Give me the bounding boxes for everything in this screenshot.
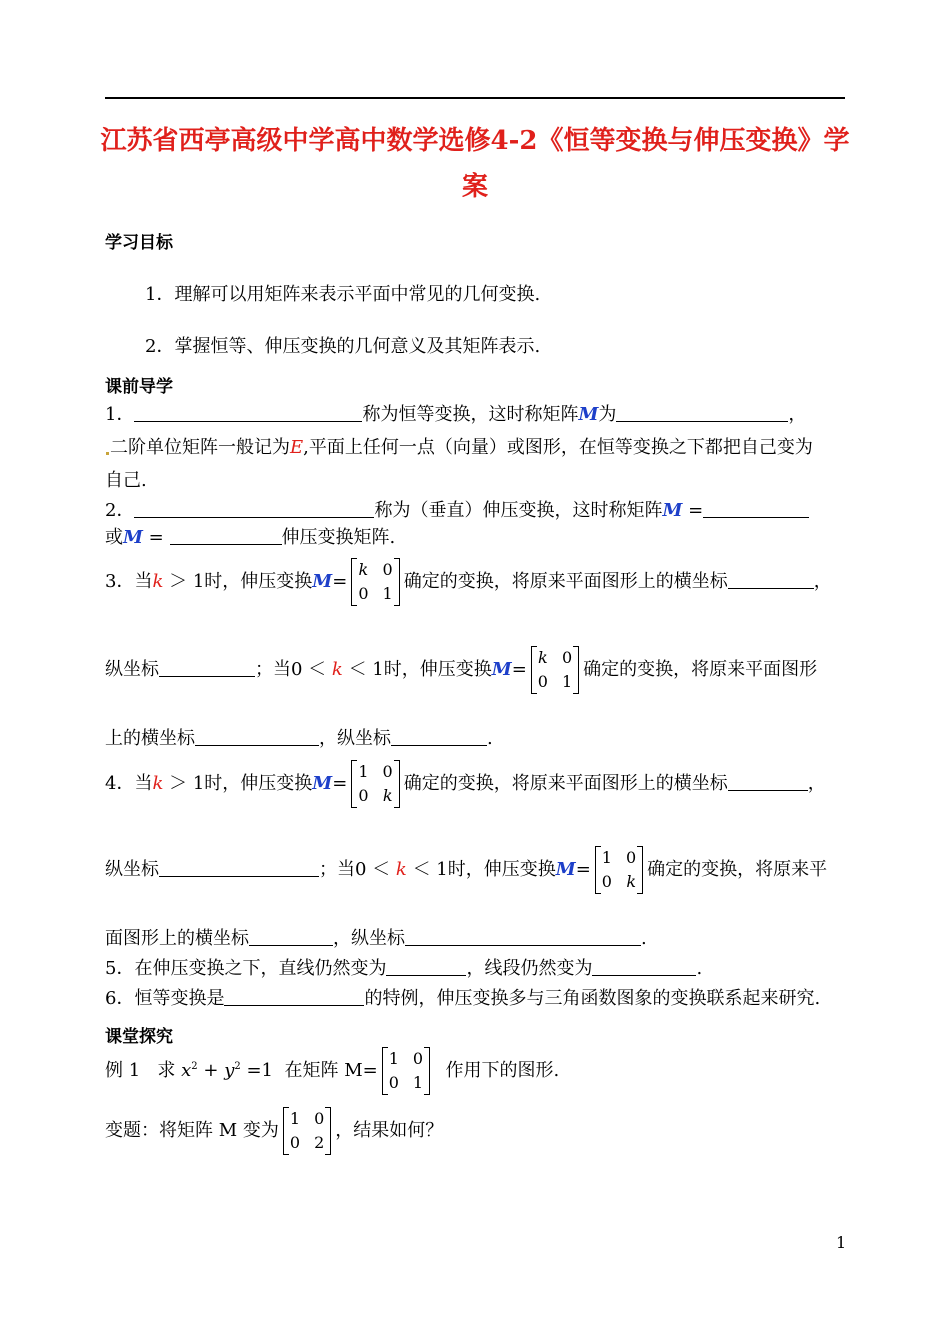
text: . bbox=[641, 928, 647, 949]
blank bbox=[592, 957, 696, 976]
item-1-line-1 bbox=[105, 400, 806, 426]
text: 确定的变换，将原来平面图形 bbox=[583, 659, 818, 680]
text: = bbox=[688, 500, 704, 521]
text: = bbox=[575, 859, 591, 880]
matrix-100k: 1 0 0 k bbox=[351, 760, 399, 808]
text: = bbox=[148, 527, 164, 548]
text: 在矩阵 M= bbox=[284, 1060, 378, 1081]
item-number: 2． bbox=[105, 500, 135, 521]
text: = bbox=[511, 659, 527, 680]
header-rule bbox=[105, 97, 845, 99]
text: ＞ 1时，伸压变换 bbox=[169, 571, 313, 592]
item-6 bbox=[105, 984, 820, 1010]
text: 5．在伸压变换之下，直线仍然变为 bbox=[105, 958, 387, 979]
text: 称为（垂直）伸压变换，这时称矩阵 bbox=[374, 500, 663, 521]
matrix-k001: k 0 0 1 bbox=[531, 646, 579, 694]
item-4-line-1 bbox=[105, 760, 826, 808]
blank bbox=[386, 957, 466, 976]
item-1-line-3: 自己. bbox=[105, 470, 147, 491]
text: 确定的变换，将原来平 bbox=[647, 859, 828, 880]
var-m: M bbox=[123, 527, 143, 548]
var-m: M bbox=[312, 571, 333, 592]
item-3-line-1 bbox=[105, 558, 832, 606]
item-5 bbox=[105, 954, 702, 980]
text: ，纵坐标 bbox=[319, 728, 391, 749]
text: 求 bbox=[157, 1060, 176, 1081]
heading-goals: 学习目标 bbox=[105, 233, 173, 253]
blank bbox=[134, 499, 374, 518]
example-1 bbox=[105, 1047, 559, 1095]
goal-2: 2．掌握恒等、伸压变换的几何意义及其矩阵表示. bbox=[145, 336, 541, 357]
blank bbox=[391, 727, 487, 746]
matrix-100k: 1 0 0 k bbox=[595, 846, 643, 894]
matrix-1001: 1 0 0 1 bbox=[382, 1047, 430, 1095]
text: ；当0 ＜ bbox=[319, 859, 391, 880]
var-m: M bbox=[662, 500, 683, 521]
text: ＜ 1时，伸压变换 bbox=[348, 659, 492, 680]
blank bbox=[728, 570, 814, 589]
example-variant bbox=[105, 1107, 443, 1155]
item-3-line-3 bbox=[105, 724, 493, 750]
text: 变题：将矩阵 M 变为 bbox=[105, 1120, 279, 1141]
blank bbox=[159, 658, 255, 677]
text: 4．当 bbox=[105, 773, 153, 794]
blank bbox=[224, 987, 364, 1006]
text: 伸压变换矩阵. bbox=[281, 527, 396, 548]
blank bbox=[616, 403, 788, 422]
text: 作用下的图形. bbox=[445, 1060, 560, 1081]
text: = bbox=[332, 773, 348, 794]
blank bbox=[159, 858, 319, 877]
text: ，线段仍然变为 bbox=[466, 958, 593, 979]
text: ， bbox=[788, 404, 807, 425]
text: 为 bbox=[598, 404, 617, 425]
text: = bbox=[332, 571, 348, 592]
blank bbox=[170, 526, 282, 545]
text: 确定的变换，将原来平面图形上的横坐标 bbox=[403, 571, 728, 592]
page-title: 江苏省西亭高级中学高中数学选修4-2《恒等变换与伸压变换》学案 bbox=[100, 126, 850, 202]
matrix-1002: 1 0 0 2 bbox=[283, 1107, 331, 1155]
text: 的特例，伸压变换多与三角函数图象的变换联系起来研究. bbox=[364, 988, 821, 1009]
exp-2: 2 bbox=[191, 1061, 198, 1072]
text: 二阶单位矩阵一般记为 bbox=[110, 437, 290, 458]
text: . bbox=[487, 728, 493, 749]
heading-explore: 课堂探究 bbox=[105, 1027, 173, 1047]
var-e: E bbox=[290, 437, 304, 458]
var-m: M bbox=[491, 659, 512, 680]
text: 6．恒等变换是 bbox=[105, 988, 225, 1009]
text: 称为恒等变换，这时称矩阵 bbox=[362, 404, 579, 425]
text: . bbox=[696, 958, 703, 979]
text: ， bbox=[807, 773, 826, 794]
text: ,平面上任何一点（向量）或图形，在恒等变换之下都把自己变为 bbox=[303, 437, 813, 458]
matrix-k001: k 0 0 1 bbox=[351, 558, 399, 606]
var-m: M bbox=[578, 404, 599, 425]
var-x: x bbox=[181, 1060, 192, 1081]
goal-1: 1．理解可以用矩阵来表示平面中常见的几何变换. bbox=[145, 284, 541, 305]
var-k: k bbox=[152, 773, 164, 794]
var-m: M bbox=[555, 859, 576, 880]
text: ， bbox=[813, 571, 832, 592]
item-2-line-1 bbox=[105, 496, 809, 522]
blank bbox=[728, 772, 808, 791]
item-2-line-2 bbox=[105, 523, 395, 549]
text: 纵坐标 bbox=[105, 859, 159, 880]
text: ，纵坐标 bbox=[333, 928, 405, 949]
blank bbox=[134, 403, 362, 422]
item-4-line-3 bbox=[105, 924, 647, 950]
item-number: 1． bbox=[105, 404, 135, 425]
blank bbox=[405, 927, 641, 946]
heading-preview: 课前导学 bbox=[105, 377, 173, 397]
text: ＞ 1时，伸压变换 bbox=[169, 773, 313, 794]
mark bbox=[106, 452, 109, 455]
text: 面图形上的横坐标 bbox=[105, 928, 249, 949]
text: 或 bbox=[105, 527, 123, 548]
text: ；当0 ＜ bbox=[255, 659, 327, 680]
var-k: k bbox=[152, 571, 164, 592]
exp-2: 2 bbox=[234, 1061, 241, 1072]
item-3-line-2 bbox=[105, 646, 817, 694]
text: ＜ 1时，伸压变换 bbox=[412, 859, 556, 880]
text: ，结果如何？ bbox=[335, 1120, 444, 1141]
blank bbox=[703, 499, 809, 518]
var-y: y bbox=[224, 1060, 235, 1081]
text: 上的横坐标 bbox=[105, 728, 195, 749]
text: 3．当 bbox=[105, 571, 153, 592]
example-label: 例 1 bbox=[105, 1060, 141, 1081]
var-m: M bbox=[312, 773, 333, 794]
text: 确定的变换，将原来平面图形上的横坐标 bbox=[403, 773, 728, 794]
page-number: 1 bbox=[836, 1233, 847, 1252]
item-1-line-2 bbox=[105, 433, 813, 459]
var-k: k bbox=[331, 659, 343, 680]
blank bbox=[195, 727, 319, 746]
item-4-line-2 bbox=[105, 846, 827, 894]
blank bbox=[249, 927, 333, 946]
text: 纵坐标 bbox=[105, 659, 159, 680]
plus: + bbox=[203, 1060, 219, 1081]
text: =1 bbox=[246, 1060, 274, 1081]
var-k: k bbox=[395, 859, 407, 880]
